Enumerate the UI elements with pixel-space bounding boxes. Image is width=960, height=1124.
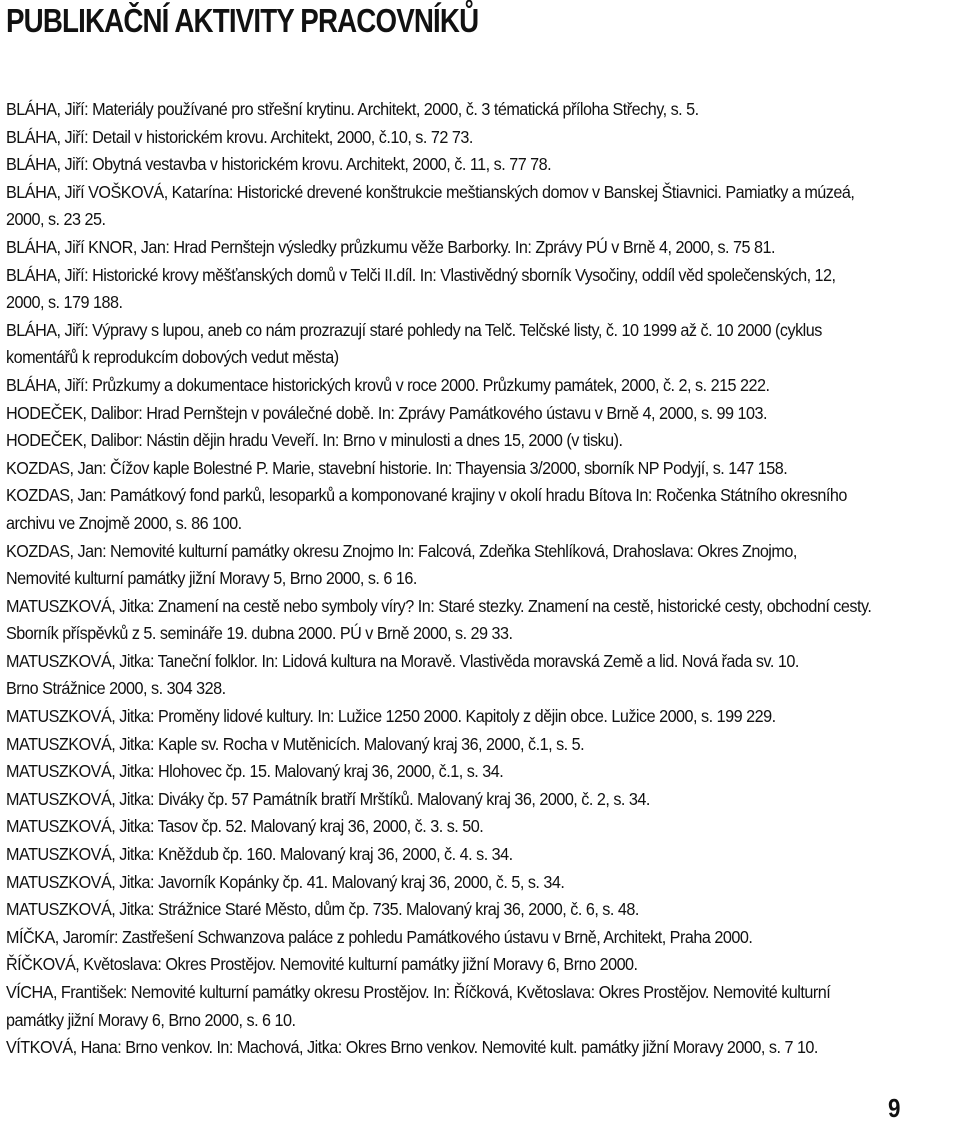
- publication-entry: [6, 924, 958, 952]
- entry-line: komentářů k reprodukcím dobových vedut města): [6, 347, 339, 368]
- publication-entry: [6, 648, 958, 703]
- publication-entry: [6, 951, 958, 979]
- entry-line: MATUSZKOVÁ, Jitka: Znamení na cestě nebo symboly víry? In: Staré stezky. Znamení na cestě, historické cesty, obchodní cesty.: [6, 595, 872, 616]
- entry-line: MATUSZKOVÁ, Jitka: Hlohovec čp. 15. Malovaný kraj 36, 2000, č.1, s. 34.: [6, 761, 504, 782]
- entry-line: MATUSZKOVÁ, Jitka: Proměny lidové kultury. In: Lužice 1250 2000. Kapitoly z dějin obce. Lužice 2000, s. 199 229.: [6, 706, 776, 727]
- entry-line: BLÁHA, Jiří: Průzkumy a dokumentace historických krovů v roce 2000. Průzkumy památek, 2000, č. 2, s. 215 222.: [6, 374, 770, 395]
- publication-entry: [6, 841, 958, 869]
- publication-entry: [6, 538, 958, 593]
- publication-entry: [6, 896, 958, 924]
- publication-entry: [6, 869, 958, 897]
- publication-entry: [6, 151, 958, 179]
- publication-list: [6, 96, 958, 1062]
- publication-entry: [6, 179, 958, 234]
- entry-line: MATUSZKOVÁ, Jitka: Strážnice Staré Město, dům čp. 735. Malovaný kraj 36, 2000, č. 6, s. 48.: [6, 899, 639, 920]
- publication-entry: [6, 427, 958, 455]
- entry-line: KOZDAS, Jan: Památkový fond parků, lesoparků a komponované krajiny v okolí hradu Bítova In: Ročenka Státního okresního: [6, 485, 847, 506]
- entry-line: BLÁHA, Jiří VOŠKOVÁ, Katarína: Historické drevené konštrukcie meštianských domov v Banskej Štiavnici. Pamiatky a múzeá,: [6, 181, 855, 202]
- publication-entry: [6, 317, 958, 372]
- entry-line: památky jižní Moravy 6, Brno 2000, s. 6 10.: [6, 1009, 296, 1030]
- entry-line: Brno Strážnice 2000, s. 304 328.: [6, 678, 226, 699]
- publication-entry: [6, 124, 958, 152]
- entry-line: BLÁHA, Jiří: Detail v historickém krovu. Architekt, 2000, č.10, s. 72 73.: [6, 126, 473, 147]
- entry-line: VÍCHA, František: Nemovité kulturní památky okresu Prostějov. In: Říčková, Květoslava: Okres Prostějov. Nemovité kulturní: [6, 982, 831, 1002]
- entry-line: MATUSZKOVÁ, Jitka: Tasov čp. 52. Malovaný kraj 36, 2000, č. 3. s. 50.: [6, 816, 484, 837]
- publication-entry: [6, 96, 958, 124]
- page-number: 9: [887, 1093, 900, 1123]
- publication-entry: [6, 1034, 958, 1062]
- publication-entry: [6, 813, 958, 841]
- publication-entry: [6, 482, 958, 537]
- entry-line: HODEČEK, Dalibor: Nástin dějin hradu Veveří. In: Brno v minulosti a dnes 15, 2000 (v tisku).: [6, 430, 623, 451]
- publication-entry: [6, 786, 958, 814]
- publication-entry: [6, 372, 958, 400]
- publication-entry: [6, 758, 958, 786]
- entry-line: HODEČEK, Dalibor: Hrad Pernštejn v poválečné době. In: Zprávy Památkového ústavu v Brně 4, 2000, s. 99 103.: [6, 402, 767, 423]
- entry-line: Nemovité kulturní památky jižní Moravy 5, Brno 2000, s. 6 16.: [6, 568, 417, 589]
- entry-line: MATUSZKOVÁ, Jitka: Javorník Kopánky čp. 41. Malovaný kraj 36, 2000, č. 5, s. 34.: [6, 871, 565, 892]
- entry-line: VÍTKOVÁ, Hana: Brno venkov. In: Machová, Jitka: Okres Brno venkov. Nemovité kult. památky jižní Moravy 2000, s. 7 10.: [6, 1037, 818, 1058]
- page-title: PUBLIKAČNÍ AKTIVITY PRACOVNÍKŮ: [6, 2, 479, 39]
- publication-entry: [6, 731, 958, 759]
- entry-line: KOZDAS, Jan: Nemovité kulturní památky okresu Znojmo In: Falcová, Zdeňka Stehlíková, Drahoslava: Okres Znojmo,: [6, 540, 797, 561]
- publication-entry: [6, 703, 958, 731]
- entry-line: MATUSZKOVÁ, Jitka: Diváky čp. 57 Památník bratří Mrštíků. Malovaný kraj 36, 2000, č. 2, s. 34.: [6, 788, 650, 809]
- entry-line: KOZDAS, Jan: Čížov kaple Bolestné P. Marie, stavební historie. In: Thayensia 3/2000, sborník NP Podyjí, s. 147 158.: [6, 457, 788, 478]
- entry-line: BLÁHA, Jiří: Materiály používané pro střešní krytinu. Architekt, 2000, č. 3 tématická příloha Střechy, s. 5.: [6, 99, 699, 119]
- entry-line: BLÁHA, Jiří: Výpravy s lupou, aneb co nám prozrazují staré pohledy na Telč. Telčské listy, č. 10 1999 až č. 10 2000 (cyklus: [6, 319, 822, 340]
- entry-line: ŘÍČKOVÁ, Květoslava: Okres Prostějov. Nemovité kulturní památky jižní Moravy 6, Brno 2000.: [6, 954, 638, 975]
- entry-line: 2000, s. 23 25.: [6, 209, 106, 230]
- entry-line: BLÁHA, Jiří: Historické krovy měšťanských domů v Telči II.díl. In: Vlastivědný sborník Vysočiny, oddíl věd společenských, 12,: [6, 264, 836, 285]
- publication-entry: [6, 979, 958, 1034]
- entry-line: BLÁHA, Jiří: Obytná vestavba v historickém krovu. Architekt, 2000, č. 11, s. 77 78.: [6, 154, 552, 175]
- entry-line: archivu ve Znojmě 2000, s. 86 100.: [6, 512, 242, 533]
- entry-line: BLÁHA, Jiří KNOR, Jan: Hrad Pernštejn výsledky průzkumu věže Barborky. In: Zprávy PÚ v Brně 4, 2000, s. 75 81.: [6, 236, 775, 257]
- publication-entry: [6, 400, 958, 428]
- entry-line: MÍČKA, Jaromír: Zastřešení Schwanzova paláce z pohledu Památkového ústavu v Brně, Architekt, Praha 2000.: [6, 926, 753, 947]
- entry-line: MATUSZKOVÁ, Jitka: Taneční folklor. In: Lidová kultura na Moravě. Vlastivěda moravská Země a lid. Nová řada sv. 10.: [6, 650, 799, 671]
- publication-entry: [6, 593, 958, 648]
- entry-line: MATUSZKOVÁ, Jitka: Kaple sv. Rocha v Mutěnicích. Malovaný kraj 36, 2000, č.1, s. 5.: [6, 733, 585, 754]
- publication-entry: [6, 455, 958, 483]
- entry-line: Sborník příspěvků z 5. semináře 19. dubna 2000. PÚ v Brně 2000, s. 29 33.: [6, 623, 513, 644]
- entry-line: MATUSZKOVÁ, Jitka: Kněždub čp. 160. Malovaný kraj 36, 2000, č. 4. s. 34.: [6, 844, 513, 865]
- publication-entry: [6, 262, 958, 317]
- publication-entry: [6, 234, 958, 262]
- entry-line: 2000, s. 179 188.: [6, 292, 123, 313]
